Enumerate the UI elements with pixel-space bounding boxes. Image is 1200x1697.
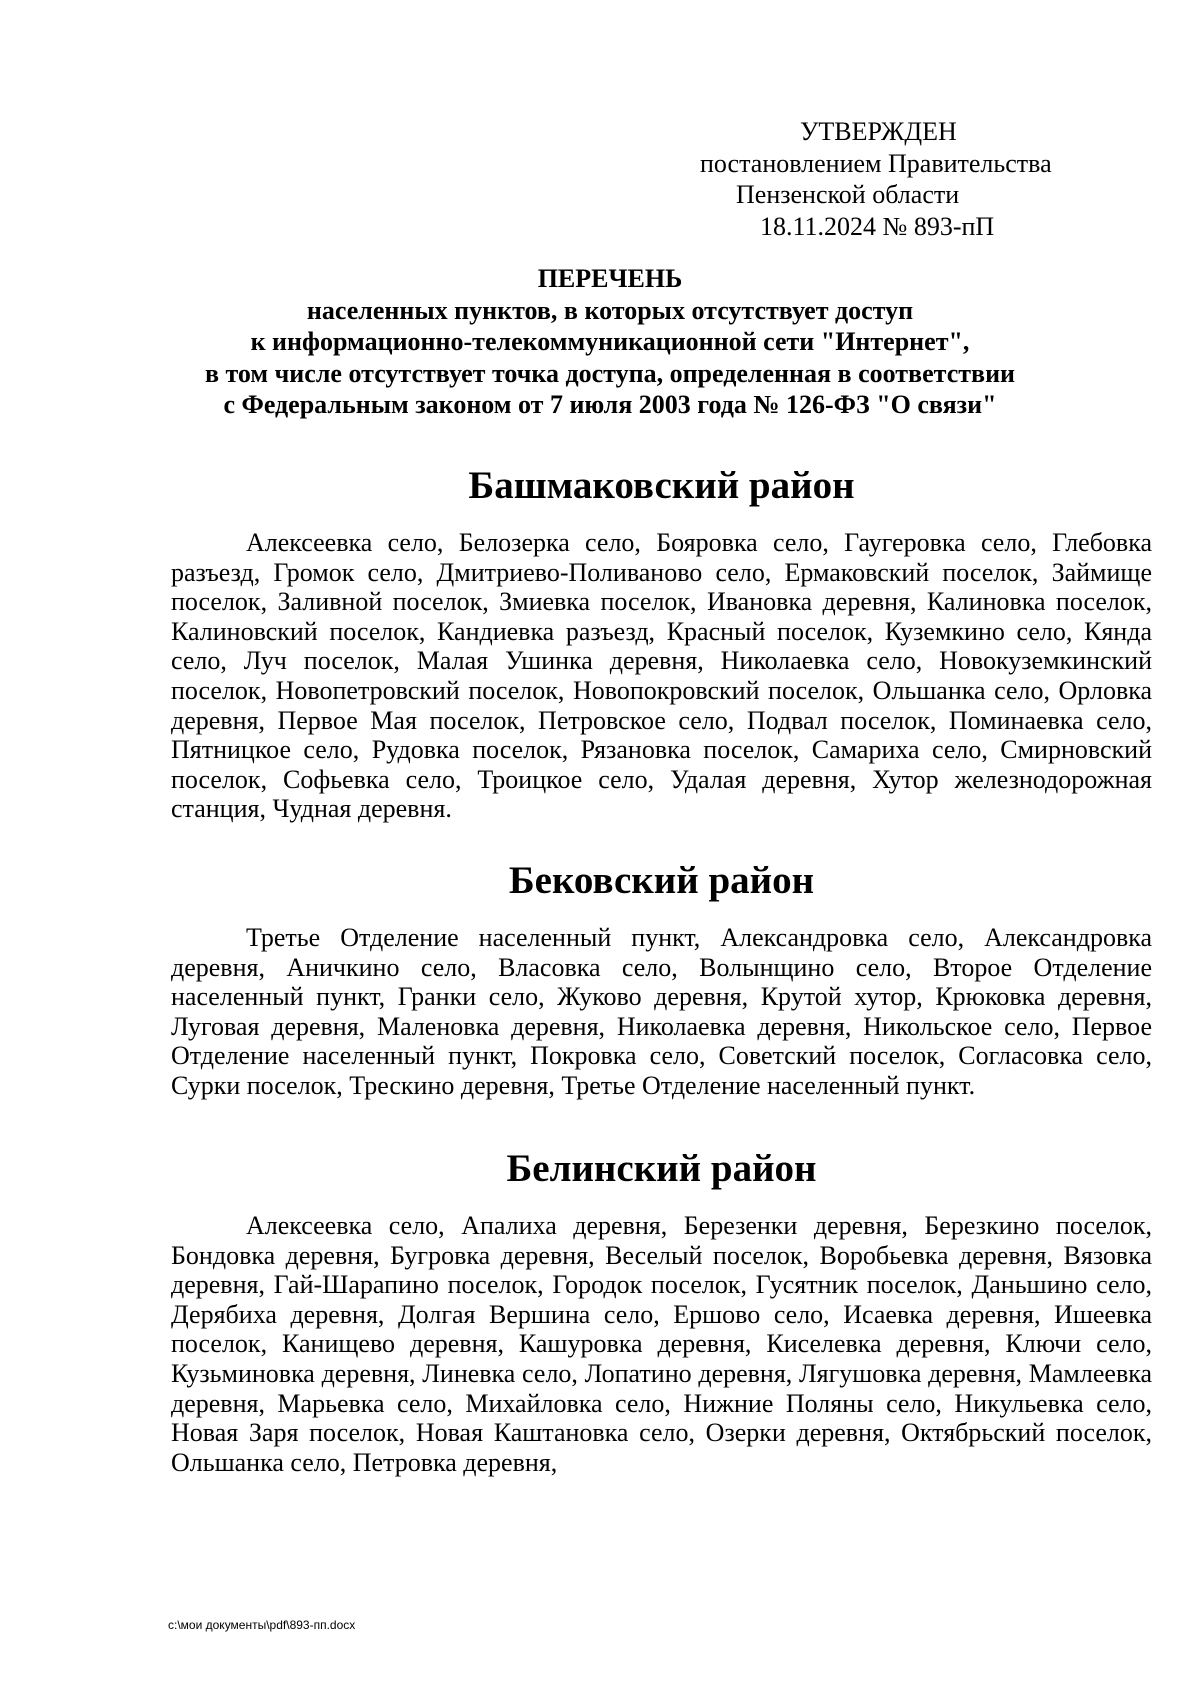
district-settlements: Алексеевка село, Белозерка село, Бояровка село, Гаугеровка село, Глебовка разъезд, Громок село, Дмитриево-Поливаново село, Ермаковский поселок, Займище поселок, Заливной поселок, Змиевка поселок, Ивановка деревня, Калиновка поселок, Калиновский поселок, Кандиевка разъезд, Красный поселок, Куземкино село, Кянда село, Луч поселок, Малая Ушинка деревня, Николаевка село, Новокуземкинский поселок, Новопетровский поселок, Новопокровский поселок, Ольшанка село, Орловка деревня, Первое Мая поселок, Петровское село, Подвал поселок, Поминаевка село, Пятницкое село, Рудовка поселок, Рязановка поселок, Самариха село, Смирновский поселок, Софьевка село, Троицкое село, Удалая деревня, Хутор железнодорожная станция, Чудная деревня. <box>171 528 1152 824</box>
district-heading: Белинский район <box>506 1147 817 1190</box>
title-line-2: населенных пунктов, в которых отсутствует доступ <box>306 295 914 325</box>
approval-by: постановлением Правительства <box>700 148 1052 178</box>
district-heading: Бековский район <box>508 859 815 902</box>
document-title <box>160 263 1060 421</box>
title-line-3: к информационно-телекоммуникационной сети "Интернет", <box>250 327 970 356</box>
title-line-4: в том числе отсутствует точка доступа, определенная в соответствии <box>204 358 1016 388</box>
title-line-1: ПЕРЕЧЕНЬ <box>537 264 683 293</box>
approval-date-number: 18.11.2024 № 893-пП <box>760 211 995 241</box>
district-settlements: Алексеевка село, Апалиха деревня, Березенки деревня, Березкино поселок, Бондовка деревня, Бугровка деревня, Веселый поселок, Воробьевка деревня, Вязовка деревня, Гай-Шарапино поселок, Городок поселок, Гусятник поселок, Даньшино село, Дерябиха деревня, Долгая Вершина село, Ершово село, Исаевка деревня, Ишеевка поселок, Канищево деревня, Кашуровка деревня, Киселевка деревня, Ключи село, Кузьминовка деревня, Линевка село, Лопатино деревня, Лягушовка деревня, Мамлеевка деревня, Марьевка село, Михайловка село, Нижние Поляны село, Никульевка село, Новая Заря поселок, Новая Каштановка село, Озерки деревня, Октябрьский поселок, Ольшанка село, Петровка деревня, <box>171 1211 1152 1477</box>
approval-region: Пензенской области <box>736 180 960 209</box>
approval-title: УТВЕРЖДЕН <box>800 117 957 146</box>
district-section <box>171 1147 1152 1477</box>
approval-stamp <box>700 116 1140 242</box>
district-settlements: Третье Отделение населенный пункт, Александровка село, Александровка деревня, Аничкино село, Власовка село, Волынщино село, Второе Отделение населенный пункт, Гранки село, Жуково деревня, Крутой хутор, Крюковка деревня, Луговая деревня, Маленовка деревня, Николаевка деревня, Никольское село, Первое Отделение населенный пункт, Покровка село, Советский поселок, Согласовка село, Сурки поселок, Трескино деревня, Третье Отделение населенный пункт. <box>171 923 1152 1100</box>
district-section <box>171 859 1152 1101</box>
file-path-footer: c:\мои документы\pdf\893-пп.docx <box>168 1618 356 1632</box>
district-section <box>171 464 1152 824</box>
district-heading: Башмаковский район <box>468 464 855 507</box>
title-line-5: с Федеральным законом от 7 июля 2003 года № 126-ФЗ "О связи" <box>223 390 997 419</box>
